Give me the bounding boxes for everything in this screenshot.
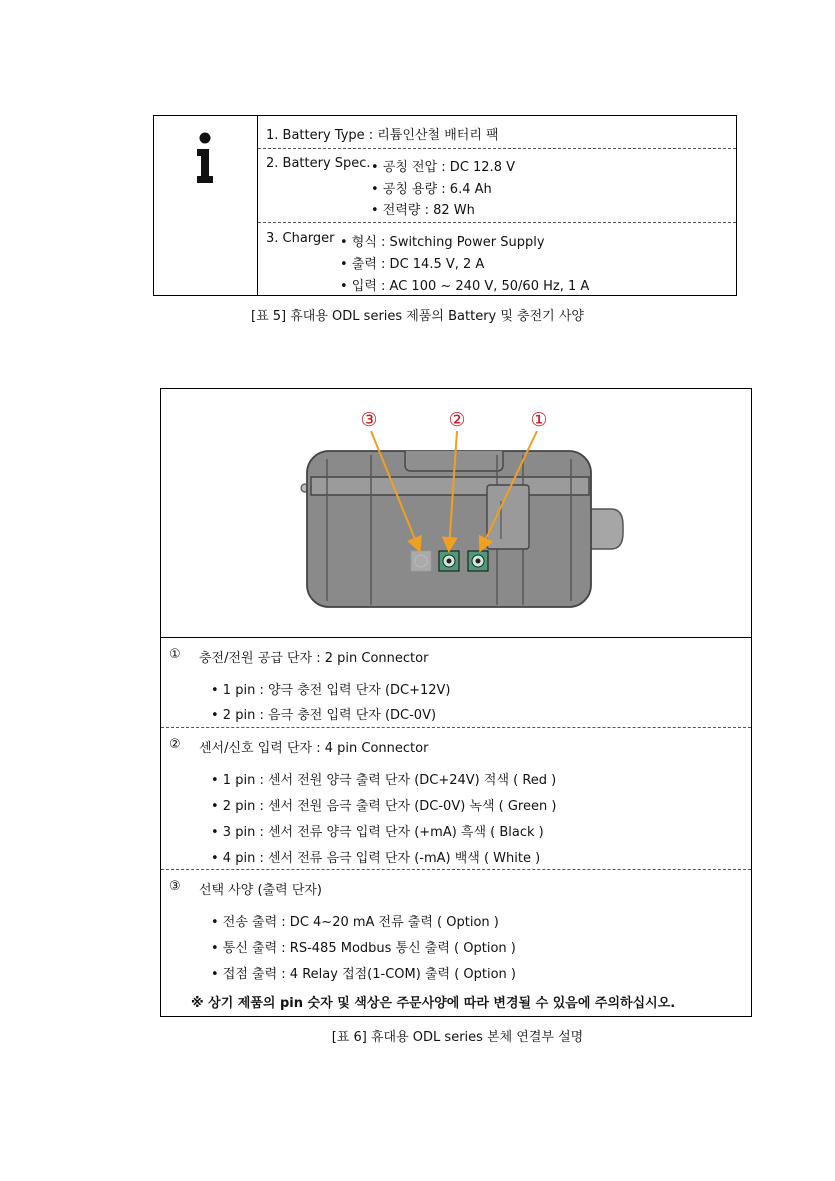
section-optional-output	[161, 869, 751, 1016]
marker-2: ②	[448, 409, 466, 431]
case-body	[307, 451, 591, 607]
section-number: ③	[169, 879, 181, 894]
marker-3: ③	[360, 409, 378, 431]
charger-label: 3. Charger	[266, 231, 335, 246]
charger-item: • 입력 : AC 100 ~ 240 V, 50/60 Hz, 1 A	[340, 279, 590, 294]
charger-item: • 형식 : Switching Power Supply	[340, 235, 545, 250]
battery-spec-row	[258, 149, 736, 223]
battery-spec-table	[153, 115, 737, 296]
device-figure-cell	[161, 389, 751, 638]
battery-type-row	[258, 116, 736, 149]
battery-type-text: 1. Battery Type : 리튬인산철 배터리 팩	[266, 128, 499, 143]
section-title: 충전/전원 공급 단자 : 2 pin Connector	[199, 651, 429, 666]
section-number: ①	[169, 647, 181, 662]
charger-row	[258, 223, 736, 295]
section-item: • 4 pin : 센서 전류 음극 입력 단자 (-mA) 백색 ( White )	[211, 851, 541, 866]
info-icon-cell	[154, 116, 258, 295]
section-item: • 1 pin : 양극 충전 입력 단자 (DC+12V)	[211, 683, 451, 698]
section-item: • 전송 출력 : DC 4~20 mA 전류 출력 ( Option )	[211, 915, 499, 930]
section-item: • 2 pin : 음극 충전 입력 단자 (DC-0V)	[211, 708, 437, 723]
spec-item: • 공칭 전압 : DC 12.8 V	[371, 160, 515, 175]
section-item: • 1 pin : 센서 전원 양극 출력 단자 (DC+24V) 적색 ( Red )	[211, 773, 557, 788]
section-title: 센서/신호 입력 단자 : 4 pin Connector	[199, 741, 429, 756]
connector-2-4pin	[439, 551, 459, 571]
device-illustration	[161, 389, 750, 635]
section-sensor-connector	[161, 727, 751, 870]
section-number: ②	[169, 737, 181, 752]
section-item: • 접점 출력 : 4 Relay 접점(1-COM) 출력 ( Option )	[211, 967, 516, 982]
section-title: 선택 사양 (출력 단자)	[199, 883, 323, 898]
spec-item: • 공칭 용량 : 6.4 Ah	[371, 182, 492, 197]
caution-note: ※ 상기 제품의 pin 숫자 및 색상은 주문사양에 따라 변경될 수 있음에 주의하십시오.	[191, 996, 676, 1011]
table6-caption: [표 6] 휴대용 ODL series 본체 연결부 설명	[331, 1030, 584, 1045]
case-lid-band	[311, 477, 589, 495]
spec-item: • 전력량 : 82 Wh	[371, 203, 475, 218]
section-item: • 통신 출력 : RS-485 Modbus 통신 출력 ( Option )	[211, 941, 516, 956]
charger-item: • 출력 : DC 14.5 V, 2 A	[340, 257, 485, 272]
connector-3-optional	[411, 551, 431, 571]
table5-caption: [표 5] 휴대용 ODL series 제품의 Battery 및 충전기 사양	[251, 309, 584, 324]
connector-description-table	[160, 388, 752, 1017]
section-item: • 3 pin : 센서 전류 양극 입력 단자 (+mA) 흑색 ( Black )	[211, 825, 544, 840]
connector-1-2pin	[468, 551, 488, 571]
battery-spec-label: 2. Battery Spec.	[266, 156, 371, 171]
section-item: • 2 pin : 센서 전원 음극 출력 단자 (DC-0V) 녹색 ( Green )	[211, 799, 557, 814]
section-power-connector	[161, 637, 751, 728]
marker-1: ①	[530, 409, 548, 431]
case-bracket	[487, 485, 529, 549]
info-icon	[196, 132, 214, 184]
